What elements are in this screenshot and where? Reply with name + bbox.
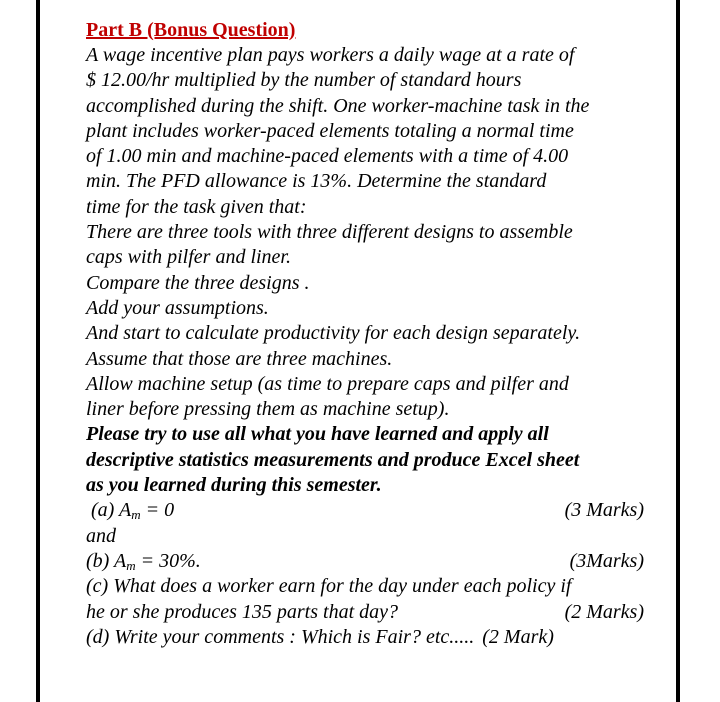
paragraph-line: time for the task given that: [86, 195, 307, 218]
part-b-row [86, 549, 646, 574]
paragraph-line: A wage incentive plan pays workers a daily wage at a rate of [86, 44, 575, 66]
part-b-marks: (3Marks) [569, 549, 644, 572]
instruction-paragraph [86, 422, 646, 498]
part-a-marks: (3 Marks) [564, 499, 644, 522]
paragraph-line: min. The PFD allowance is 13%. Determine the standard [86, 170, 547, 193]
paragraph-line: Allow machine setup (as time to prepare caps and pilfer and [86, 372, 569, 395]
left-border-line [36, 0, 40, 702]
paragraph-line: caps with pilfer and liner. [86, 246, 291, 269]
paragraph-line: Compare the three designs . [86, 271, 310, 294]
part-d-marks: (2 Mark) [482, 625, 554, 648]
paragraph-line: $ 12.00/hr multiplied by the number of standard hours [86, 69, 522, 92]
question-paragraph [86, 43, 646, 422]
paragraph-line: Assume that those are three machines. [86, 347, 393, 370]
part-d-row [86, 625, 646, 650]
question-content [86, 18, 646, 650]
part-c-text: he or she produces 135 parts that day? [86, 600, 399, 623]
paragraph-line: of 1.00 min and machine-paced elements with a time of 4.00 [86, 145, 569, 168]
instruction-line: as you learned during this semester. [86, 474, 382, 497]
paragraph-line: plant includes worker-paced elements totaling a normal time [86, 119, 574, 142]
paragraph-line: liner before pressing them as machine setup). [86, 398, 450, 421]
instruction-line: Please try to use all what you have learned and apply all [86, 423, 549, 446]
paragraph-line: accomplished during the shift. One worker-machine task in the [86, 94, 590, 117]
part-b-text: (b) $A_m = 30\%$. [86, 549, 201, 573]
paragraph-line: And start to calculate productivity for each design separately. [86, 322, 581, 345]
section-title: Part B (Bonus Question) [86, 19, 296, 41]
part-c-marks: (2 Marks) [564, 600, 644, 623]
part-d-text: (d) Write your comments : Which is Fair? etc..... [86, 625, 475, 648]
part-c-row [86, 600, 646, 625]
part-a-text: (a) $A_m = 0$ [91, 499, 175, 523]
paragraph-line: Add your assumptions. [86, 296, 269, 319]
paragraph-line: There are three tools with three different designs to assemble [86, 221, 573, 244]
instruction-line: descriptive statistics measurements and produce Excel sheet [86, 448, 580, 471]
part-a-row [86, 498, 646, 523]
part-c-line: (c) What does a worker earn for the day under each policy if [86, 575, 572, 598]
right-border-line [676, 0, 680, 702]
and-text: and [86, 524, 116, 547]
